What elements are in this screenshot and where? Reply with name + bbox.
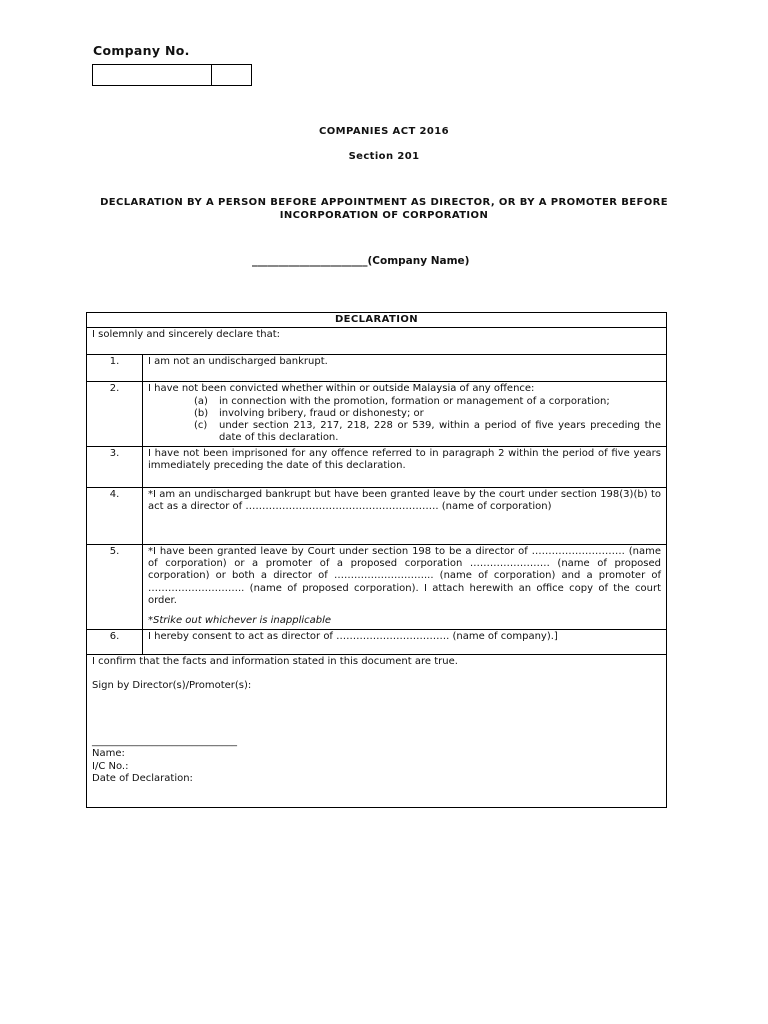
item-text: I have not been convicted whether within or outside Malaysia of any offence:: [148, 383, 535, 395]
company-no-label: Company No.: [93, 43, 190, 58]
table-row: [87, 487, 667, 544]
sub-label: (c): [194, 420, 208, 432]
item-number: 2.: [87, 382, 143, 446]
confirmation-block: [87, 654, 667, 807]
item-text: *I have been granted leave by Court under section 198 to be a director of ………………………. (name of corporation) or a promoter of a proposed corporation …………………… (name of proposed corporation) or both a director of ………………………... (name of corporation) and a promoter of ……………………….. (name of proposed corporation). I attach herewith an office copy of the court order.: [148, 545, 661, 606]
sub-item: [194, 420, 661, 445]
company-no-field[interactable]: [92, 64, 252, 86]
sign-label: Sign by Director(s)/Promoter(s):: [92, 679, 252, 691]
item-text: *I am an undischarged bankrupt but have been granted leave by the court under section 198(3)(b) to act as a director of …………………………………………………. (name of corporation): [143, 487, 667, 544]
item-number: 4.: [87, 487, 143, 544]
item-number: 1.: [87, 355, 143, 382]
sub-text: in connection with the promotion, formation or management of a corporation;: [219, 395, 610, 407]
sub-item: [194, 408, 661, 420]
item-text: I have not been imprisoned for any offence referred to in paragraph 2 within the period of five years immediately preceding the date of this declaration.: [143, 446, 667, 487]
table-row: [87, 544, 667, 629]
ic-label: I/C No.:: [92, 760, 129, 772]
item-text: I hereby consent to act as director of ……………………………. (name of company).]: [143, 629, 667, 654]
item-number: 3.: [87, 446, 143, 487]
item-cell: [143, 544, 667, 629]
table-row: [87, 382, 667, 446]
declaration-intro: I solemnly and sincerely declare that:: [87, 328, 667, 355]
table-heading: DECLARATION: [87, 313, 667, 328]
sub-label: (b): [194, 407, 209, 419]
table-row: [87, 355, 667, 382]
item-number: 6.: [87, 629, 143, 654]
sub-label: (a): [194, 395, 208, 407]
strike-out-note: *Strike out whichever is inapplicable: [148, 615, 332, 627]
sub-text: under section 213, 217, 218, 228 or 539, within a period of five years preceding the date of this declaration.: [219, 420, 661, 444]
company-name-line: ______________________(Company Name): [252, 255, 470, 267]
signature-line[interactable]: _____________________________: [92, 736, 237, 748]
company-no-divider: [211, 65, 212, 85]
table-row: [87, 446, 667, 487]
declaration-table: [86, 312, 667, 808]
sub-item: [194, 396, 661, 408]
section-title: Section 201: [348, 151, 420, 162]
declaration-title: DECLARATION BY A PERSON BEFORE APPOINTMENT AS DIRECTOR, OR BY A PROMOTER BEFORE INCORPORATION OF CORPORATION: [100, 197, 668, 221]
table-row: [87, 629, 667, 654]
confirmation-text: I confirm that the facts and information stated in this document are true.: [92, 655, 458, 667]
date-label: Date of Declaration:: [92, 773, 193, 785]
item-cell: [143, 382, 667, 446]
sub-text: involving bribery, fraud or dishonesty; or: [219, 407, 424, 419]
item-number: 5.: [87, 544, 143, 629]
name-label: Name:: [92, 748, 125, 760]
act-title: COMPANIES ACT 2016: [319, 126, 449, 137]
item-text: I am not an undischarged bankrupt.: [143, 355, 667, 382]
